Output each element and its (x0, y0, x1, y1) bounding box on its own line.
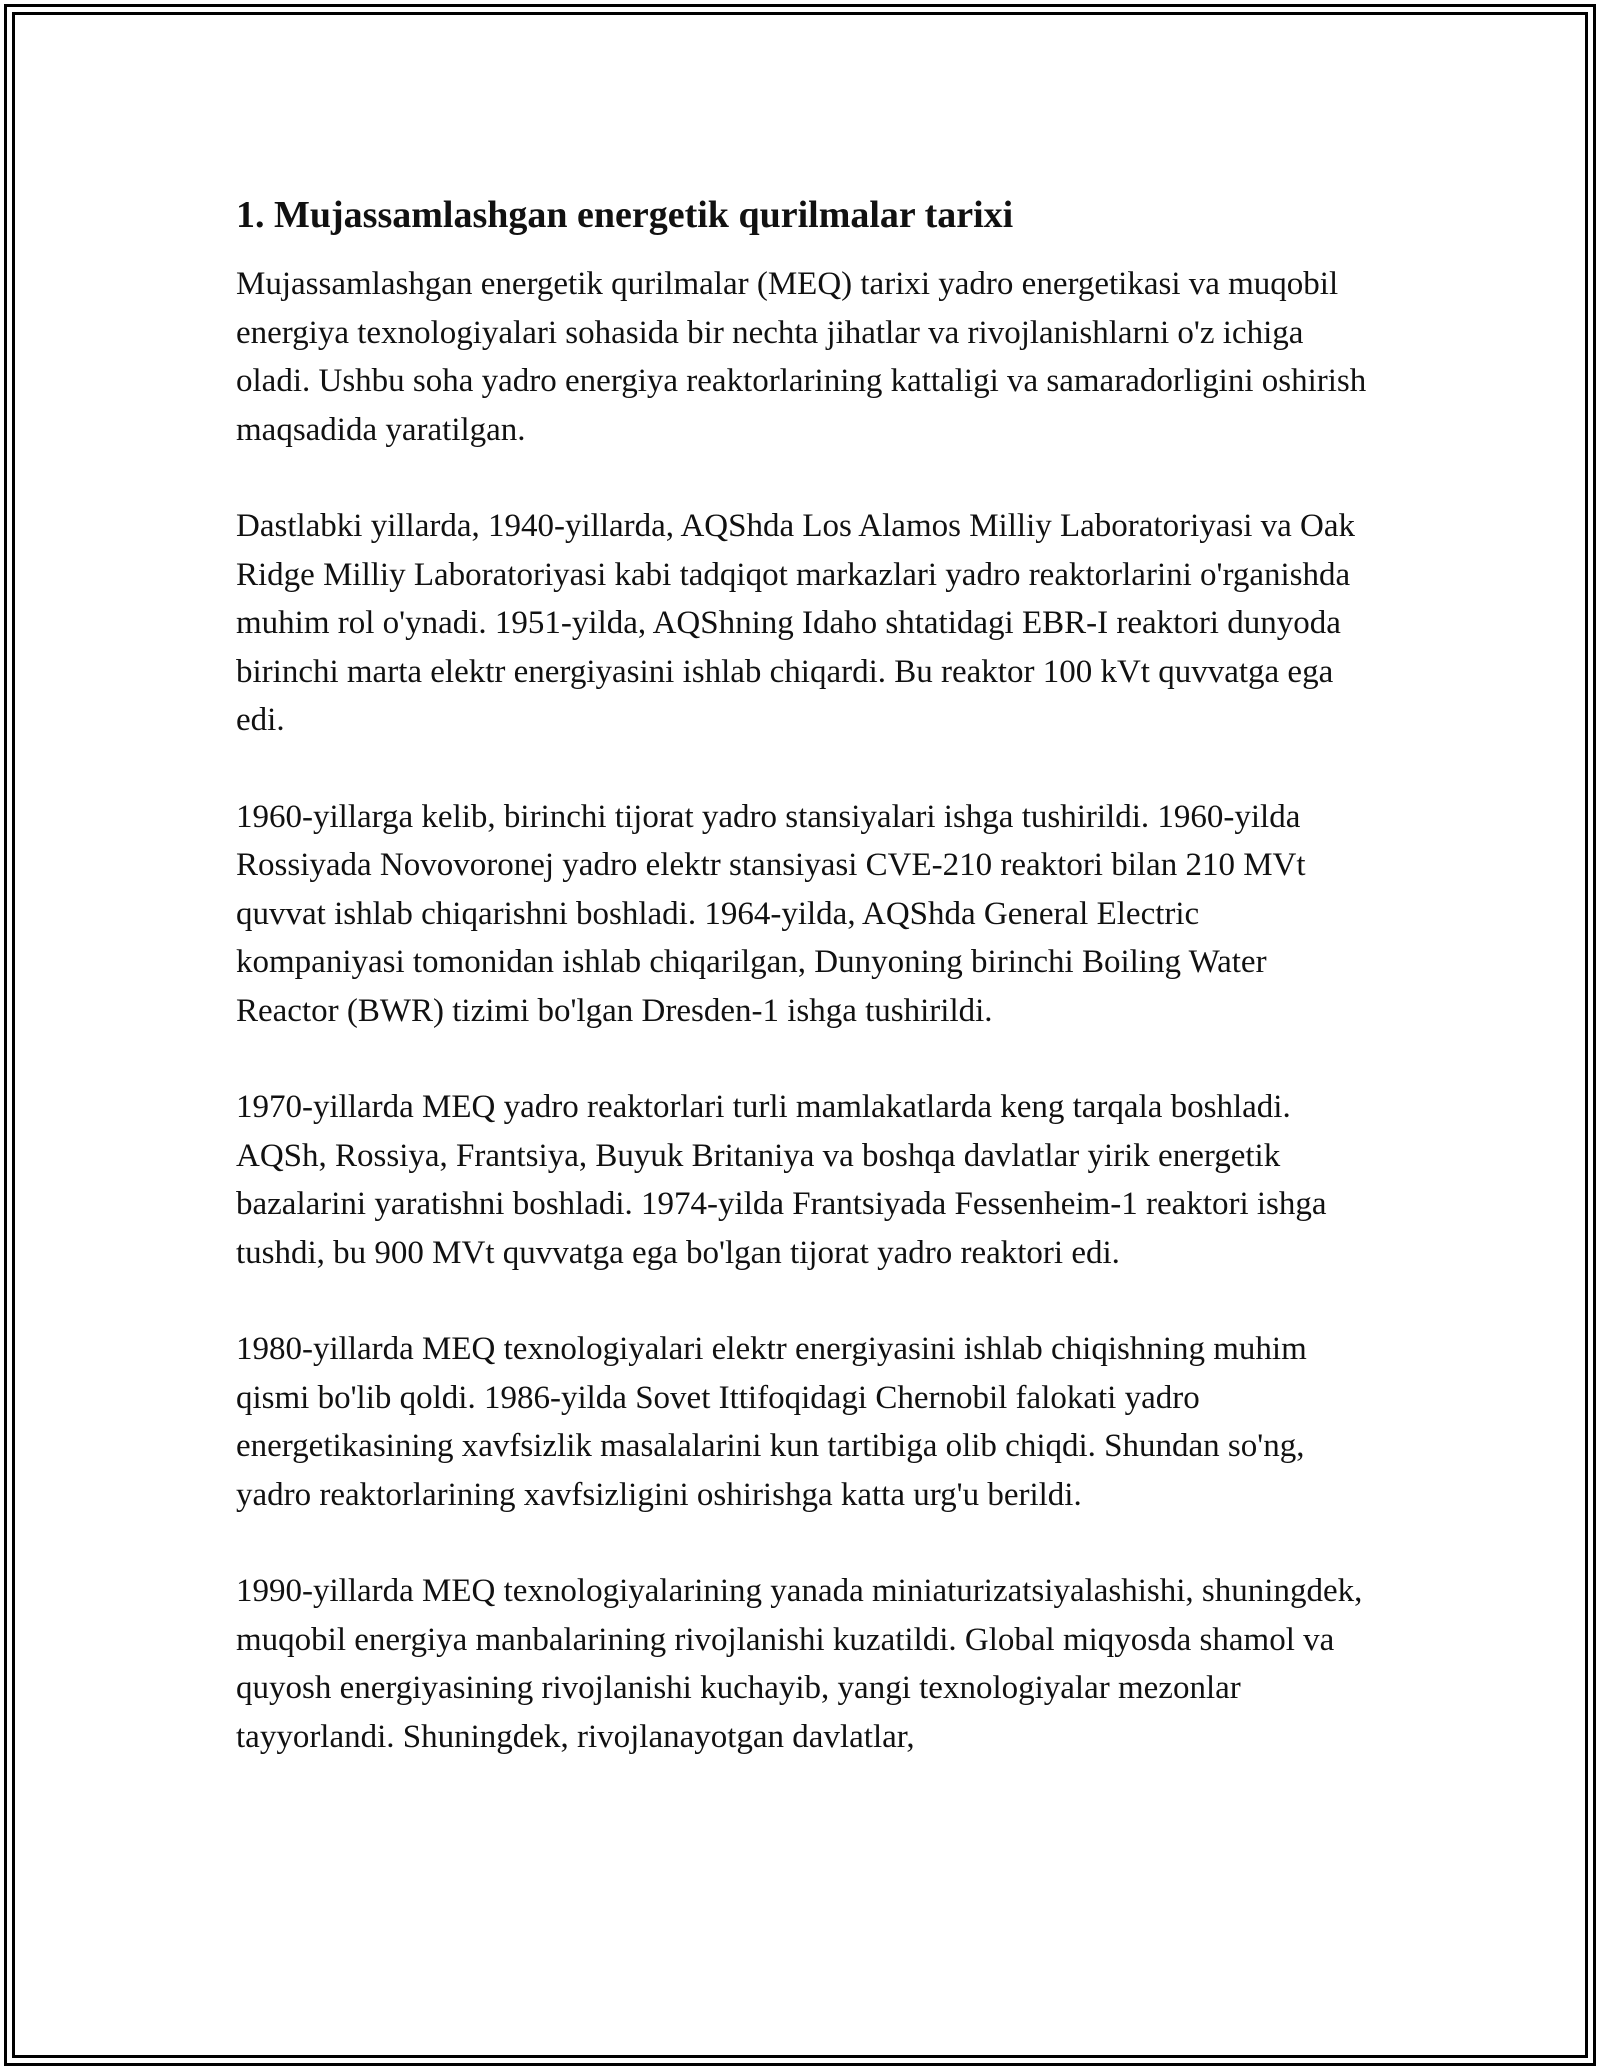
section-heading: 1. Mujassamlashgan energetik qurilmalar tarixi (236, 194, 1014, 236)
paragraph-intro: Mujassamlashgan energetik qurilmalar (MEQ) tarixi yadro energetikasi va muqobil energiya texnologiyalari sohasida bir nechta jihatlar va rivojlanishlarni o'z ichiga oladi. Ushbu soha yadro energiya reaktorlarining kattaligi va samaradorligini oshirish maqsadida yaratilgan. (236, 266, 1367, 448)
document-body (236, 188, 1376, 1809)
paragraph-1940s: Dastlabki yillarda, 1940-yillarda, AQShda Los Alamos Milliy Laboratoriyasi va Oak Ridge Milliy Laboratoriyasi kabi tadqiqot markazlari yadro reaktorlarini o'rganishda muhim rol o'ynadi. 1951-yilda, AQShning Idaho shtatidagi EBR-I reaktori dunyoda birinchi marta elektr energiyasini ishlab chiqardi. Bu reaktor 100 kVt quvvatga ega edi. (236, 508, 1356, 738)
paragraph-1990s: 1990-yillarda MEQ texnologiyalarining yanada miniaturizatsiyalashishi, shuningdek, muqobil energiya manbalarining rivojlanishi kuzatildi. Global miqyosda shamol va quyosh energiyasining rivojlanishi kuchayib, yangi texnologiyalar mezonlar tayyorlandi. Shuningdek, rivojlanayotgan davlatlar, (236, 1573, 1363, 1755)
paragraph-1960s: 1960-yillarga kelib, birinchi tijorat yadro stansiyalari ishga tushirildi. 1960-yilda Rossiyada Novovoronej yadro elektr stansiyasi CVE-210 reaktori bilan 210 MVt quvvat ishlab chiqarishni boshladi. 1964-yilda, AQShda General Electric kompaniyasi tomonidan ishlab chiqarilgan, Dunyoning birinchi Boiling Water Reactor (BWR) tizimi bo'lgan Dresden-1 ishga tushirildi. (236, 798, 1306, 1029)
paragraph-1970s: 1970-yillarda MEQ yadro reaktorlari turli mamlakatlarda keng tarqala boshladi. AQSh, Rossiya, Frantsiya, Buyuk Britaniya va boshqa davlatlar yirik energetik bazalarini yaratishni boshladi. 1974-yilda Frantsiyada Fessenheim-1 reaktori ishga tushdi, bu 900 MVt quvvatga ega bo'lgan tijorat yadro reaktori edi. (236, 1089, 1327, 1271)
paragraph-1980s: 1980-yillarda MEQ texnologiyalari elektr energiyasini ishlab chiqishning muhim qismi bo'lib qoldi. 1986-yilda Sovet Ittifoqidagi Chernobil falokati yadro energetikasining xavfsizlik masalalarini kun tartibiga olib chiqdi. Shundan so'ng, yadro reaktorlarining xavfsizligini oshirishga katta urg'u berildi. (236, 1331, 1307, 1513)
